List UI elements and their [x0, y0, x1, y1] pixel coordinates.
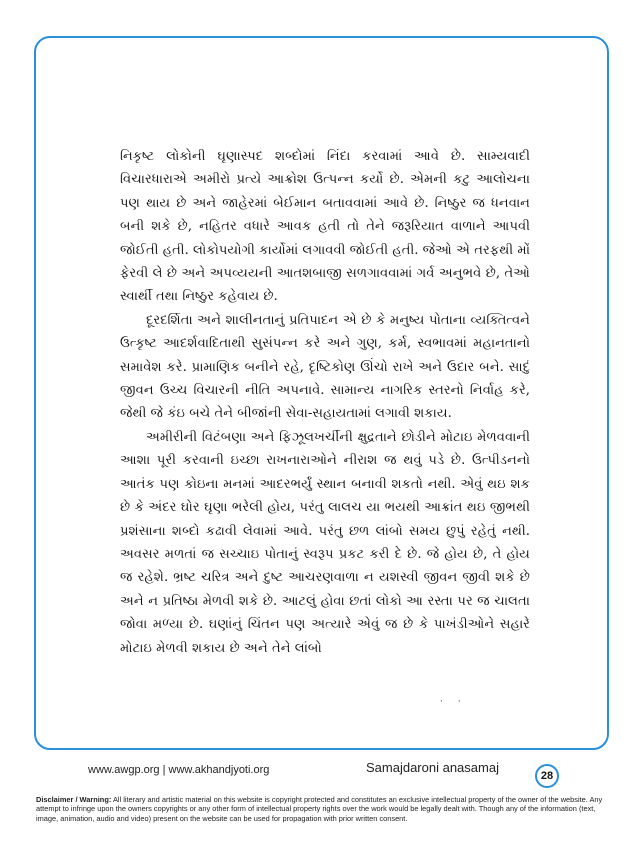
disclaimer-label: Disclaimer / Warning: [36, 795, 112, 804]
paragraph-3: અમીરીની વિટંબણા અને ફિઝૂલખર્ચીની ક્ષુદ્રતાને છોડીને મોટાઇ મેળવવાની આશા પૂરી કરવાની ઇચ્છા રાખનારાઓને નીરાશ જ થવું પડે છે. ઉત્પીડનનો આતંક પણ કોઇના મનમાં આદરભર્યું સ્થાન બનાવી શકતો નથી. એવું થઇ શક છે કે અંદર ઘોર ઘૃણા ભરેલી હોય, પરંતુ લાલચ યા ભયથી આક્રાંત થઇ જીભથી પ્રશંસાના શબ્દો કઢાવી લેવામાં આવે. પરંતુ છળ લાંબો સમય છુપું રહેતું નથી. અવસર મળતાં જ સચ્ચાઇ પોતાનું સ્વરૂપ પ્રકટ કરી દે છે. જે હોય છે, તે હોય જ રહેશે. ભ્રષ્ટ ચરિત્ર અને દુષ્ટ આચરણવાળા ન યશસ્વી જીવન જીવી શકે છે અને ન પ્રતિષ્ઠા મેળવી શકે છે. આટલું હોવા છતાં લોકો આ રસ્તા પર જ ચાલતા જોવા મળ્યા છે. ઘણાંનું ચિંતન પણ અત્યારે એવું જ છે કે પાખંડીઓને સહારે મોટાઇ મેળવી શકાય છે અને તેને લાંબો [120, 429, 530, 656]
disclaimer [36, 795, 608, 823]
paragraph-2: દૂરદર્શિતા અને શાલીનતાનું પ્રતિપાદન એ છે કે મનુષ્ય પોતાના વ્યક્તિત્વને ઉત્કૃષ્ટ આદર્શવાદિતાથી સુસંપન્ન કરે અને ગુણ, કર્મ, સ્વભાવમાં મહાનતાનો સમાવેશ કરે. પ્રામાણિક બનીને રહે, દૃષ્ટિકોણ ઊંચો રાખે અને ઉદાર બને. સાદું જીવન ઉચ્ચ વિચારની નીતિ અપનાવે. સામાન્ય નાગરિક સ્તરનો નિર્વાહ કરે, જેથી જે કંઇ બચે તેને બીજાંની સેવા-સહાયતામાં લગાવી શકાય. [120, 312, 530, 422]
page-number-badge: 28 [535, 764, 559, 788]
paragraph-1: નિકૃષ્ટ લોકોની ઘૃણાસ્પદ શબ્દોમાં નિંદા કરવામાં આવે છે. સામ્યવાદી વિચારધારાએ અમીરો પ્રત્યે આક્રોશ ઉત્પન્ન કર્યો છે. એમની કટુ આલોચના પણ થાય છે અને જાહેરમાં બેઈમાન બતાવવામાં આવે છે. નિષ્ઠુર જ ધનવાન બની શકે છે, નહિતર વધારે આવક હતી તો તેને જરૂરિયાત વાળાને આપવી જોઈતી હતી. લોકોપયોગી કાર્યોમાં લગાવવી જોઈતી હતી. જેઓ એ તરફથી મોં ફેરવી લે છે અને અપવ્યયની આતશબાજી સળગાવવામાં ગર્વ અનુભવે છે, તેઓ સ્વાર્થી તથા નિષ્ઠુર કહેવાય છે. [120, 149, 530, 305]
footer-book-title: Samajdaroni anasamaj [366, 760, 499, 775]
footer-website-links[interactable]: www.awgp.org | www.akhandjyoti.org [88, 764, 270, 776]
article-body [120, 145, 530, 660]
cutoff-text-fragment: · · [440, 697, 467, 707]
disclaimer-text: All literary and artistic material on this website is copyright protected and constitutes an exclusive intellectual property of the owner of the website. Any attempt to infringe upon the owners copyrights or any other form of intellectual property rights over the work would be legally dealt with. Though any of the information (text, image, animation, audio and video) present on the website can be used for propagation with prior written consent. [36, 795, 603, 823]
